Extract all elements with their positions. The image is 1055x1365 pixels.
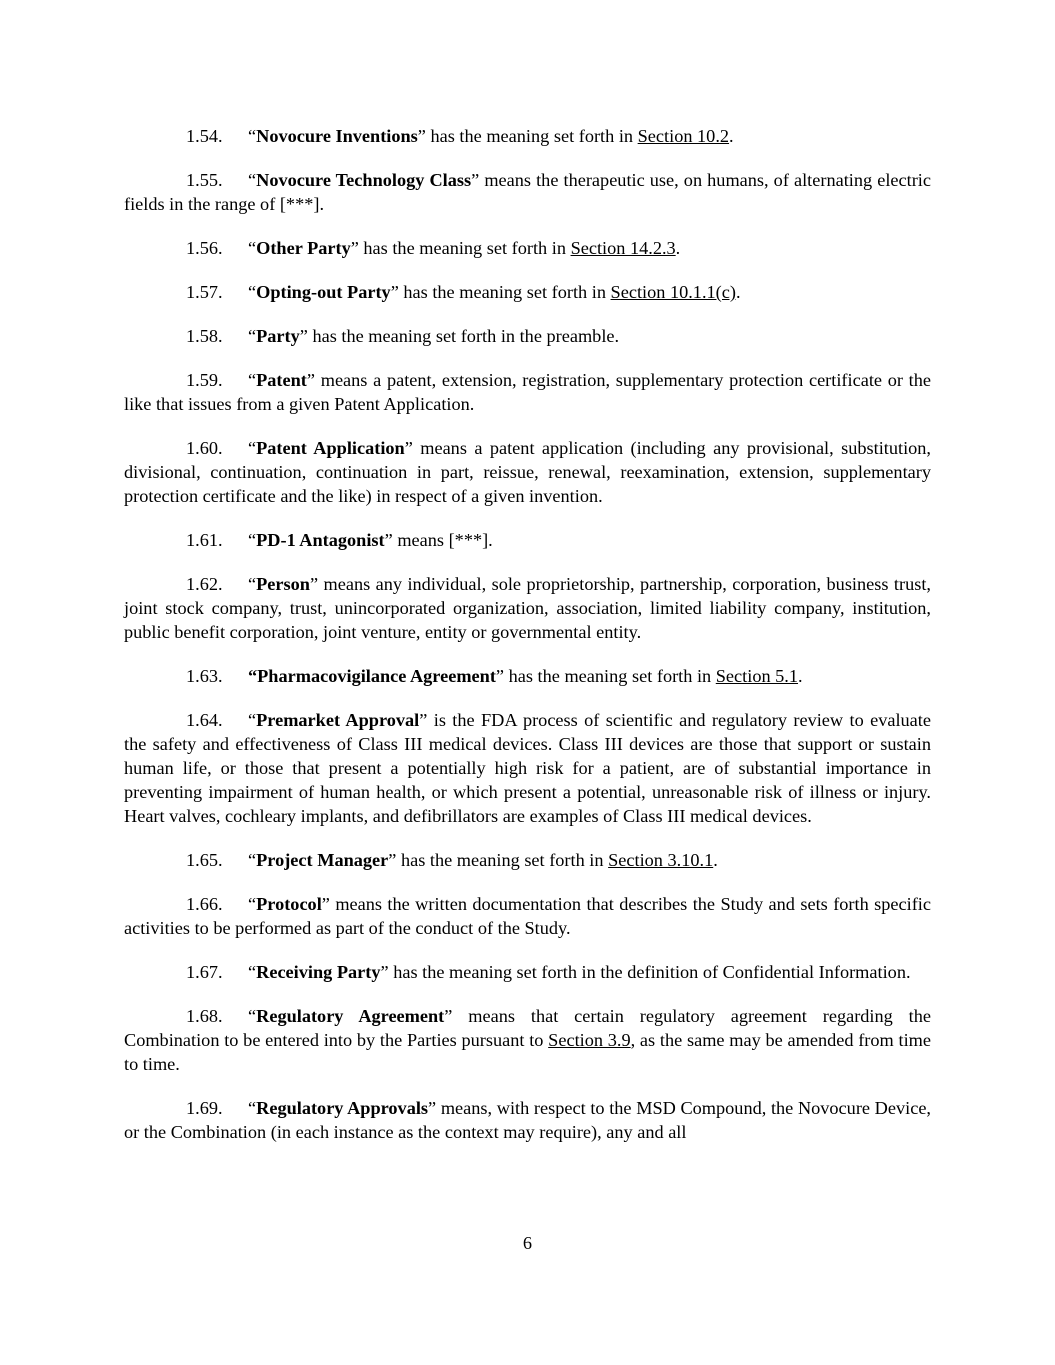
definition-1-69: 1.69. “Regulatory Approvals” means, with respect to the MSD Compound, the Novocure Device, or the Combination (in each instance as the context may require), any and all [124, 1098, 932, 1142]
section-link[interactable]: Section 14.2.3 [570, 238, 676, 258]
definition-1-56: 1.56. “Other Party” has the meaning set forth in Section 14.2.3. [186, 238, 681, 258]
definition-1-61: 1.61. “PD-1 Antagonist” means [***]. [186, 530, 493, 550]
section-link[interactable]: Section 10.2 [637, 126, 730, 146]
section-link[interactable]: Section 3.9 [548, 1030, 631, 1050]
definition-1-59: 1.59. “Patent” means a patent, extension, registration, supplementary protection certificate or the like that issues from a given Patent Application. [124, 370, 931, 414]
definition-1-62: 1.62. “Person” means any individual, sole proprietorship, partnership, corporation, business trust, joint stock company, trust, unincorporated organization, association, limited liability company, institution, public benefit corporation, joint venture, entity or governmental entity. [124, 574, 931, 642]
document-page [124, 124, 931, 1164]
definition-1-57: 1.57. “Opting-out Party” has the meaning set forth in Section 10.1.1(c). [186, 282, 741, 302]
definition-1-68: 1.68. “Regulatory Agreement” means that certain regulatory agreement regarding the Combination to be entered into by the Parties pursuant to Section 3.9, as the same may be amended from time to time. [124, 1006, 932, 1074]
definition-1-63: 1.63. “Pharmacovigilance Agreement” has the meaning set forth in Section 5.1. [186, 666, 803, 686]
definition-1-58: 1.58. “Party” has the meaning set forth in the preamble. [186, 326, 620, 346]
definition-1-64: 1.64. “Premarket Approval” is the FDA process of scientific and regulatory review to evaluate the safety and effectiveness of Class III medical devices. Class III devices are those that support or sustain human life, or those that present a potentially high risk for a patient, are of substantial importance in preventing impairment of human health, or which present a potential, unreasonable risk of illness or injury. Heart valves, cochleary implants, and defibrillators are examples of Class III medical devices. [124, 710, 931, 826]
definition-1-65: 1.65. “Project Manager” has the meaning set forth in Section 3.10.1. [186, 850, 718, 870]
section-link[interactable]: Section 3.10.1 [608, 850, 714, 870]
section-link[interactable]: Section 10.1.1(c) [610, 282, 736, 302]
definition-1-60: 1.60. “Patent Application” means a patent application (including any provisional, substitution, divisional, continuation, continuation in part, reissue, renewal, reexamination, extension, supplementary protection certificate and the like) in respect of a given invention. [124, 438, 932, 506]
definition-1-67: 1.67. “Receiving Party” has the meaning set forth in the definition of Confidential Information. [186, 962, 911, 982]
definition-1-55: 1.55. “Novocure Technology Class” means the therapeutic use, on humans, of alternating electric fields in the range of [***]. [124, 170, 932, 214]
definition-1-66: 1.66. “Protocol” means the written documentation that describes the Study and sets forth specific activities to be performed as part of the conduct of the Study. [124, 894, 931, 938]
page-number: 6 [522, 1233, 533, 1253]
definition-1-54: 1.54. “Novocure Inventions” has the meaning set forth in Section 10.2. [186, 126, 734, 146]
section-link[interactable]: Section 5.1 [715, 666, 799, 686]
